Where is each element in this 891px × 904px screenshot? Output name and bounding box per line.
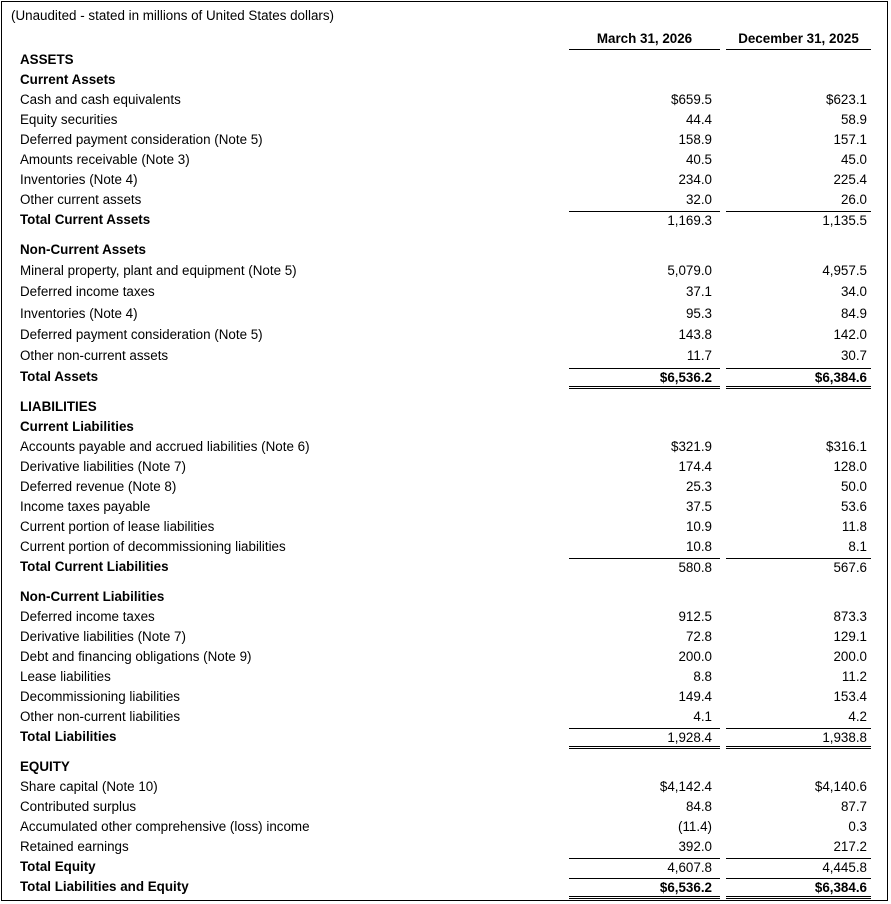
value-december-2025: 84.9: [840, 306, 867, 321]
value-march-2026: 4.1: [693, 709, 712, 724]
table-row: [2, 191, 887, 211]
value-march-2026: (11.4): [678, 819, 712, 834]
value-december-2025: 142.0: [833, 327, 867, 342]
value-march-2026: 95.3: [685, 306, 712, 321]
value-march-2026: 25.3: [685, 479, 712, 494]
value-march-2026: 8.8: [693, 669, 712, 684]
row-label: Income taxes payable: [20, 499, 151, 514]
table-row: [2, 838, 887, 858]
value-march-2026: 4,607.8: [569, 858, 720, 876]
value-december-2025: 567.6: [726, 558, 871, 576]
table-row: [2, 858, 887, 878]
table-row: [2, 151, 887, 171]
value-december-2025: 0.3: [848, 819, 867, 834]
value-march-2026: $6,536.2: [569, 878, 720, 899]
value-december-2025: 8.1: [848, 539, 867, 554]
table-row: [2, 708, 887, 728]
value-december-2025: 34.0: [840, 284, 867, 299]
row-label: Inventories (Note 4): [20, 172, 138, 187]
value-december-2025: 50.0: [840, 479, 867, 494]
value-march-2026: 10.9: [685, 519, 712, 534]
value-december-2025: 225.4: [833, 172, 867, 187]
row-label: Share capital (Note 10): [20, 779, 158, 794]
value-december-2025: 1,135.5: [726, 211, 871, 229]
value-march-2026: 912.5: [678, 609, 712, 624]
table-row: [2, 878, 887, 898]
balance-sheet: [1, 1, 888, 901]
value-march-2026: 1,169.3: [569, 211, 720, 229]
row-label: Deferred payment consideration (Note 5): [20, 132, 263, 147]
row-label: Deferred income taxes: [20, 609, 155, 624]
value-december-2025: 129.1: [833, 629, 867, 644]
table-row: [2, 518, 887, 538]
row-label: Decommissioning liabilities: [20, 689, 181, 704]
table-row: [2, 51, 887, 71]
row-label: Retained earnings: [20, 839, 129, 854]
value-december-2025: 53.6: [840, 499, 867, 514]
value-december-2025: $4,140.6: [814, 779, 867, 794]
value-december-2025: 200.0: [833, 649, 867, 664]
value-march-2026: 10.8: [685, 539, 712, 554]
row-label: LIABILITIES: [20, 399, 97, 414]
value-march-2026: 1,928.4: [569, 728, 720, 749]
table-row: [2, 111, 887, 131]
value-march-2026: 392.0: [678, 839, 712, 854]
value-march-2026: 200.0: [678, 649, 712, 664]
table-row: [2, 588, 887, 608]
column-header-march-2026: March 31, 2026: [569, 31, 720, 50]
table-row: [2, 798, 887, 818]
table-row: [2, 478, 887, 498]
row-label: Deferred income taxes: [20, 284, 155, 299]
value-december-2025: 4,957.5: [822, 263, 867, 278]
value-march-2026: 32.0: [685, 192, 712, 207]
value-march-2026: 158.9: [678, 132, 712, 147]
table-row: [2, 71, 887, 91]
value-december-2025: 128.0: [833, 459, 867, 474]
row-label: Total Equity: [20, 859, 96, 874]
row-label: Contributed surplus: [20, 799, 137, 814]
row-label: Debt and financing obligations (Note 9): [20, 649, 252, 664]
value-december-2025: $623.1: [826, 92, 867, 107]
value-december-2025: 11.2: [841, 669, 867, 684]
value-december-2025: 4.2: [848, 709, 867, 724]
value-december-2025: 153.4: [833, 689, 867, 704]
value-december-2025: $6,384.6: [726, 368, 871, 389]
value-march-2026: 143.8: [678, 327, 712, 342]
table-row: [2, 458, 887, 478]
table-row: [2, 326, 887, 346]
row-label: Current portion of lease liabilities: [20, 519, 215, 534]
value-december-2025: 26.0: [840, 192, 867, 207]
value-march-2026: 72.8: [685, 629, 712, 644]
row-label: Derivative liabilities (Note 7): [20, 629, 186, 644]
value-december-2025: 11.8: [841, 519, 867, 534]
value-december-2025: 87.7: [840, 799, 867, 814]
value-december-2025: 1,938.8: [726, 728, 871, 749]
table-row: [2, 91, 887, 111]
table-row: [2, 347, 887, 367]
value-march-2026: $659.5: [671, 92, 712, 107]
table-row: [2, 368, 887, 388]
row-label: Mineral property, plant and equipment (Note 5): [20, 263, 297, 278]
row-label: Lease liabilities: [20, 669, 111, 684]
table-row: [2, 398, 887, 418]
value-december-2025: 58.9: [840, 112, 867, 127]
table-row: [2, 728, 887, 748]
row-label: Current Liabilities: [20, 419, 134, 434]
table-row: [2, 648, 887, 668]
row-label: Amounts receivable (Note 3): [20, 152, 190, 167]
value-december-2025: 157.1: [833, 132, 867, 147]
table-row: [2, 305, 887, 325]
row-label: Total Current Liabilities: [20, 559, 169, 574]
value-march-2026: 84.8: [685, 799, 712, 814]
row-label: Cash and cash equivalents: [20, 92, 181, 107]
value-december-2025: 4,445.8: [726, 858, 871, 876]
value-december-2025: $6,384.6: [726, 878, 871, 899]
row-label: Total Liabilities: [20, 729, 117, 744]
table-row: [2, 758, 887, 778]
value-december-2025: 217.2: [833, 839, 867, 854]
table-row: [2, 262, 887, 282]
table-row: [2, 438, 887, 458]
table-row: [2, 818, 887, 838]
row-label: Accounts payable and accrued liabilities (Note 6): [20, 439, 310, 454]
row-label: Total Liabilities and Equity: [20, 879, 189, 894]
row-label: Total Current Assets: [20, 212, 151, 227]
table-row: [2, 241, 887, 261]
value-december-2025: 45.0: [840, 152, 867, 167]
value-march-2026: $321.9: [671, 439, 712, 454]
row-label: Derivative liabilities (Note 7): [20, 459, 186, 474]
value-march-2026: $4,142.4: [659, 779, 712, 794]
value-march-2026: 580.8: [569, 558, 720, 576]
table-row: [2, 608, 887, 628]
row-label: Non-Current Assets: [20, 242, 146, 257]
value-december-2025: 30.7: [840, 348, 867, 363]
row-label: Deferred payment consideration (Note 5): [20, 327, 263, 342]
row-label: EQUITY: [20, 759, 70, 774]
row-label: Other non-current liabilities: [20, 709, 181, 724]
value-march-2026: 40.5: [685, 152, 712, 167]
table-caption: (Unaudited - stated in millions of United States dollars): [11, 8, 335, 23]
table-row: [2, 558, 887, 578]
table-row: [2, 688, 887, 708]
table-row: [2, 628, 887, 648]
value-march-2026: 37.1: [685, 284, 712, 299]
value-march-2026: 174.4: [678, 459, 712, 474]
table-row: [2, 418, 887, 438]
table-row: [2, 211, 887, 231]
row-label: Total Assets: [20, 369, 99, 384]
value-march-2026: 5,079.0: [667, 263, 712, 278]
table-row: [2, 538, 887, 558]
row-label: Equity securities: [20, 112, 118, 127]
table-row: [2, 668, 887, 688]
table-row: [2, 171, 887, 191]
row-label: Accumulated other comprehensive (loss) income: [20, 819, 310, 834]
row-label: Current portion of decommissioning liabilities: [20, 539, 286, 554]
value-december-2025: $316.1: [826, 439, 867, 454]
value-december-2025: 873.3: [833, 609, 867, 624]
table-row: [2, 283, 887, 303]
row-label: Deferred revenue (Note 8): [20, 479, 177, 494]
value-march-2026: $6,536.2: [569, 368, 720, 389]
value-march-2026: 149.4: [678, 689, 712, 704]
column-header-december-2025: December 31, 2025: [726, 31, 871, 50]
table-row: [2, 778, 887, 798]
row-label: Other non-current assets: [20, 348, 169, 363]
value-march-2026: 37.5: [685, 499, 712, 514]
row-label: Non-Current Liabilities: [20, 589, 165, 604]
value-march-2026: 234.0: [678, 172, 712, 187]
value-march-2026: 11.7: [686, 348, 712, 363]
row-label: Inventories (Note 4): [20, 306, 138, 321]
value-march-2026: 44.4: [685, 112, 712, 127]
row-label: ASSETS: [20, 52, 74, 67]
row-label: Other current assets: [20, 192, 142, 207]
table-row: [2, 498, 887, 518]
row-label: Current Assets: [20, 72, 116, 87]
table-row: [2, 131, 887, 151]
